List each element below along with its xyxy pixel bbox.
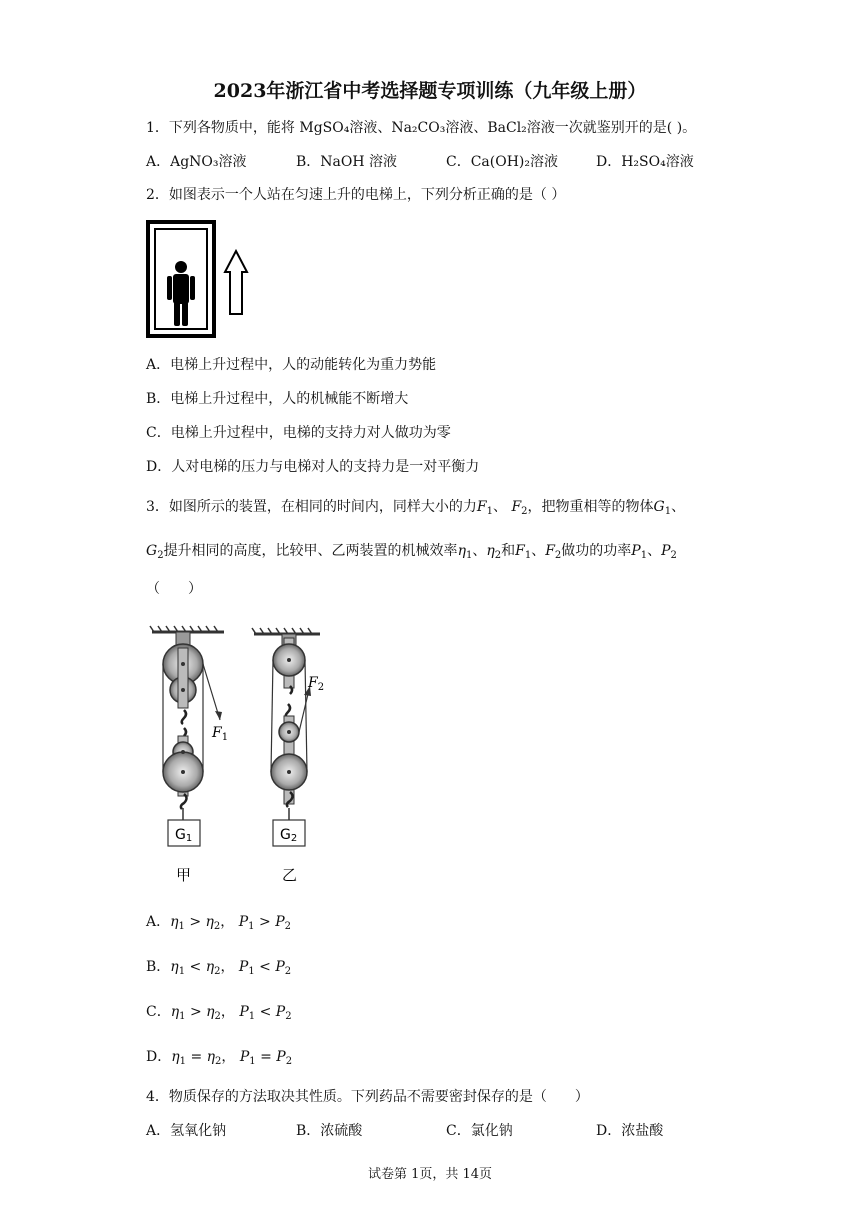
page-title: 2023年浙江省中考选择题专项训练（九年级上册）: [213, 80, 647, 102]
caption-jia: 甲: [176, 866, 192, 884]
up-arrow-icon: [225, 251, 247, 314]
q2-option-a: A．电梯上升过程中，人的动能转化为重力势能: [146, 357, 437, 373]
force-label-f1: $F_1$: [212, 725, 229, 743]
force-label-f2: $F_2$: [308, 675, 325, 693]
q3-option-a: A．$\eta_1 > \eta_2$， $P_1 > P_2$: [146, 914, 291, 932]
ceiling-right: [252, 628, 320, 634]
pulley-system-right: [271, 634, 311, 820]
q4-option-d: D．浓盐酸: [596, 1123, 664, 1139]
q4-option-c: C．氯化钠: [446, 1123, 513, 1139]
weight-label-g2: G2: [280, 827, 298, 844]
caption-yi: 乙: [282, 866, 298, 884]
q3-option-c: C．$\eta_1 > \eta_2$， $P_1 < P_2$: [146, 1004, 292, 1022]
weight-label-g1: G1: [175, 827, 193, 844]
page-footer: 试卷第 1页，共 14页: [367, 1167, 493, 1182]
q2-option-c: C．电梯上升过程中，电梯的支持力对人做功为零: [146, 425, 451, 441]
q2-option-b: B．电梯上升过程中，人的机械能不断增大: [146, 391, 409, 407]
person-icon: [167, 261, 195, 326]
q1-option-a: A．AgNO₃溶液: [146, 154, 247, 170]
q3-option-d: D．$\eta_1 = \eta_2$， $P_1 = P_2$: [146, 1049, 293, 1067]
q4-option-b: B．浓硫酸: [296, 1123, 363, 1139]
pulley-figure: [148, 624, 338, 886]
q1-option-b: B．NaOH 溶液: [296, 154, 398, 170]
question-4-stem: 4．物质保存的方法取决其性质。下列药品不需要密封保存的是（ ）: [146, 1089, 589, 1105]
question-3-line-2: $G_2$提升相同的高度，比较甲、乙两装置的机械效率$\eta_1$、$\eta_2$和$F_1$、$F_2$做功的功率$P_1$、$P_2$: [146, 543, 677, 561]
question-1-stem: 1．下列各物质中，能将 MgSO₄溶液、Na₂CO₃溶液、BaCl₂溶液一次就鉴别开的是( )。: [146, 120, 697, 136]
ceiling-left: [150, 626, 224, 632]
q1-option-d: D．H₂SO₄溶液: [596, 154, 694, 170]
q2-option-d: D．人对电梯的压力与电梯对人的支持力是一对平衡力: [146, 459, 480, 475]
question-3-paren: （ ）: [146, 581, 202, 597]
q1-option-c: C．Ca(OH)₂溶液: [446, 154, 558, 170]
elevator-figure: [146, 220, 256, 340]
q3-option-b: B．$\eta_1 < \eta_2$， $P_1 < P_2$: [146, 959, 292, 977]
question-2-stem: 2．如图表示一个人站在匀速上升的电梯上，下列分析正确的是（ ）: [146, 187, 566, 203]
q4-option-a: A．氢氧化钠: [146, 1123, 227, 1139]
question-3-line-1: 3．如图所示的装置，在相同的时间内，同样大小的力$F_1$、 $F_2$，把物重相等的物体$G_1$、: [146, 499, 686, 517]
